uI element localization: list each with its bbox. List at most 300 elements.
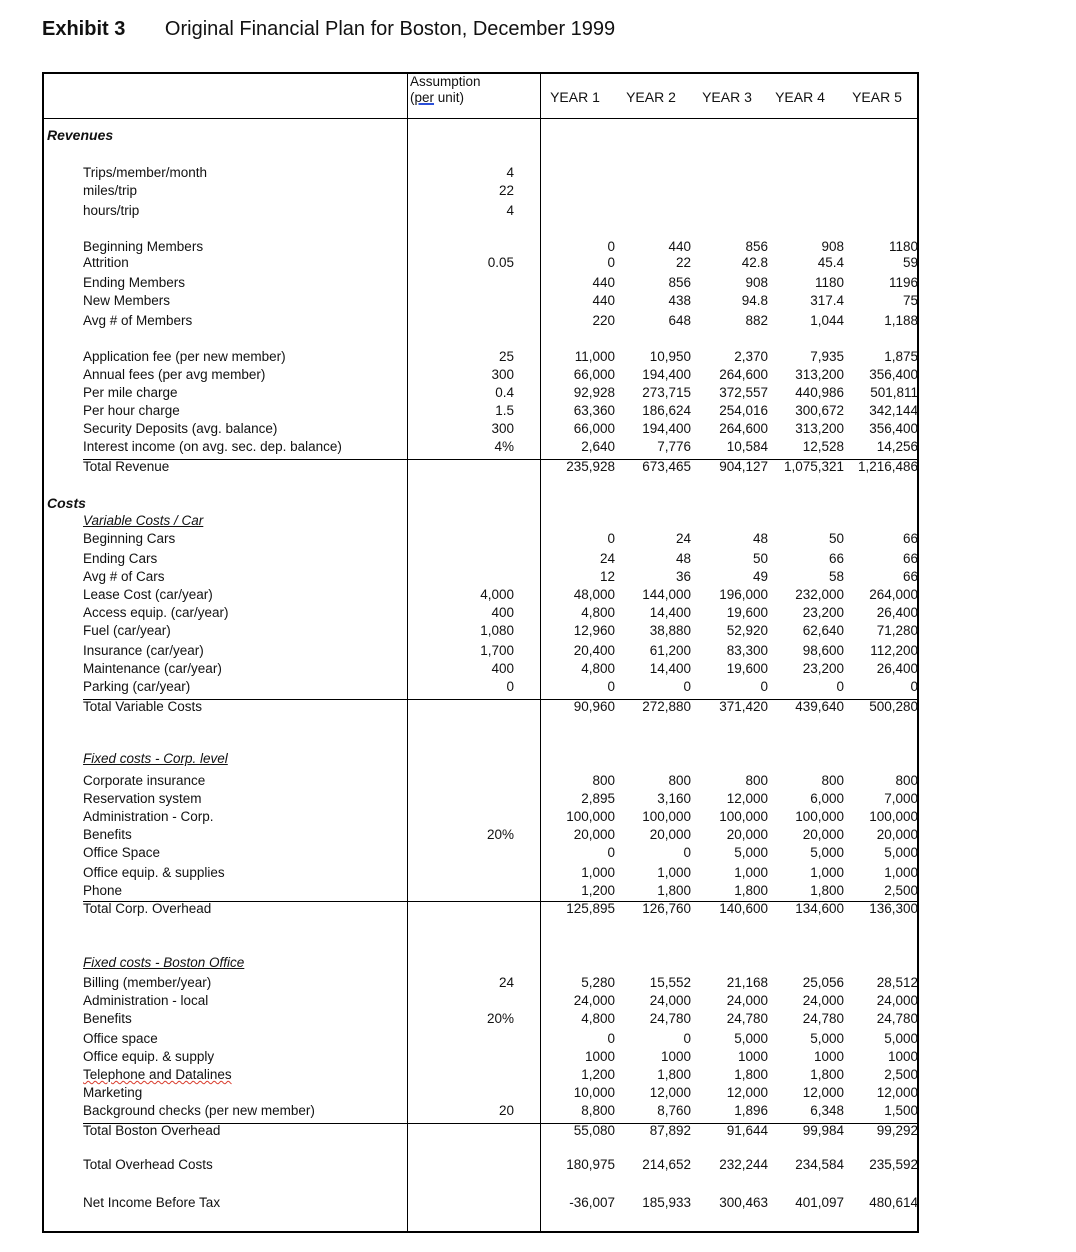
row-label: Application fee (per new member)	[83, 349, 286, 364]
year5-cell: 356,400	[869, 421, 918, 436]
year2-cell: 1,000	[657, 865, 691, 880]
year3-cell: 908	[745, 275, 768, 290]
year3-cell: 19,600	[726, 661, 768, 676]
row-label: Total Variable Costs	[83, 699, 203, 714]
year3-cell: 904,127	[719, 459, 768, 474]
year3-cell: 1,800	[734, 883, 768, 898]
year2-cell: 7,776	[657, 439, 691, 454]
year1-cell: 125,895	[566, 901, 615, 916]
table-row	[0, 349, 1076, 366]
row-label: Administration - Corp.	[83, 809, 214, 824]
year1-cell: 11,000	[574, 349, 615, 364]
year2-cell: 61,200	[649, 643, 691, 658]
year2-cell: 186,624	[642, 403, 691, 418]
year2-cell: 24,000	[649, 993, 691, 1008]
year2-cell: 214,652	[642, 1157, 691, 1172]
year4-cell: 1000	[813, 1049, 844, 1064]
year3-cell: 882	[745, 313, 768, 328]
assumption-header-unit: unit)	[434, 90, 465, 105]
year4-cell: 12,000	[802, 1085, 844, 1100]
year4-cell: 25,056	[802, 975, 844, 990]
year2-cell: 1,800	[657, 1067, 691, 1082]
exhibit-label: Exhibit 3	[42, 18, 126, 40]
year1-cell: 180,975	[566, 1157, 615, 1172]
year3-cell: 42.8	[741, 255, 768, 270]
year1-cell: 4,800	[581, 605, 615, 620]
year1-cell: 0	[607, 239, 615, 254]
assumption-cell: 4,000	[480, 587, 514, 602]
year1-cell: 24,000	[573, 993, 615, 1008]
table-row	[0, 165, 1076, 182]
year5-cell: 501,811	[870, 385, 918, 400]
assumption-cell: 0.05	[487, 255, 514, 270]
table-row	[0, 661, 1076, 678]
year2-cell: 15,552	[649, 975, 691, 990]
year1-cell: 235,928	[566, 459, 615, 474]
year5-cell: 2,500	[884, 883, 918, 898]
year5-cell: 480,614	[869, 1195, 918, 1210]
year1-cell: 92,928	[573, 385, 615, 400]
table-row	[0, 827, 1076, 844]
assumption-header-per: (per	[410, 90, 435, 105]
year3-cell: 2,370	[734, 349, 768, 364]
year-header-2: YEAR 2	[626, 89, 676, 105]
year4-cell: 58	[828, 569, 844, 584]
row-label: hours/trip	[83, 203, 140, 218]
year3-cell: 50	[752, 551, 768, 566]
subsection-variable-costs: Variable Costs / Car	[83, 513, 204, 528]
year5-cell: 66	[902, 551, 918, 566]
year4-cell: 1,075,321	[783, 459, 844, 474]
year5-cell: 75	[902, 293, 918, 308]
row-label: Avg # of Cars	[83, 569, 165, 584]
year5-cell: 5,000	[884, 1031, 918, 1046]
year5-cell: 66	[902, 531, 918, 546]
table-row	[0, 255, 1076, 272]
year1-cell: 66,000	[573, 367, 615, 382]
year5-cell: 99,292	[876, 1123, 918, 1138]
year-header-1: YEAR 1	[550, 89, 600, 105]
year3-cell: 196,000	[719, 587, 768, 602]
year1-cell: 8,800	[581, 1103, 615, 1118]
year1-cell: 24	[599, 551, 615, 566]
year3-cell: 1000	[737, 1049, 768, 1064]
row-label: Net Income Before Tax	[83, 1195, 221, 1210]
table-row	[0, 239, 1076, 256]
row-label: Fuel (car/year)	[83, 623, 171, 638]
year3-cell: 49	[752, 569, 768, 584]
assumption-cell: 24	[498, 975, 514, 990]
year2-cell: 273,715	[642, 385, 691, 400]
year-header-4: YEAR 4	[775, 89, 825, 105]
section-costs: Costs	[47, 495, 86, 511]
year3-cell: 800	[745, 773, 768, 788]
year3-cell: 254,016	[719, 403, 768, 418]
year5-cell: 28,512	[876, 975, 918, 990]
year5-cell: 12,000	[876, 1085, 918, 1100]
row-label: Benefits	[83, 1011, 132, 1026]
row-label: Total Boston Overhead	[83, 1123, 221, 1138]
row-label: Total Corp. Overhead	[83, 901, 212, 916]
row-label: Administration - local	[83, 993, 209, 1008]
year5-cell: 2,500	[884, 1067, 918, 1082]
year2-cell: 38,880	[649, 623, 691, 638]
year4-cell: 23,200	[802, 661, 844, 676]
year2-cell: 1000	[660, 1049, 691, 1064]
year3-cell: 264,600	[719, 421, 768, 436]
year5-cell: 26,400	[876, 605, 918, 620]
year3-cell: 19,600	[726, 605, 768, 620]
year3-cell: 1,800	[734, 1067, 768, 1082]
assumption-cell: 1,080	[480, 623, 514, 638]
year3-cell: 91,644	[726, 1123, 768, 1138]
year2-cell: 100,000	[642, 809, 691, 824]
year3-cell: 0	[760, 679, 768, 694]
assumption-cell: 1.5	[495, 403, 514, 418]
year5-cell: 71,280	[876, 623, 918, 638]
year5-cell: 342,144	[869, 403, 918, 418]
table-row	[0, 883, 1076, 900]
year5-cell: 500,280	[869, 699, 918, 714]
assumption-cell: 0.4	[495, 385, 514, 400]
year5-cell: 1,500	[884, 1103, 918, 1118]
year4-cell: 134,600	[795, 901, 844, 916]
year2-cell: 36	[675, 569, 691, 584]
year1-cell: 48,000	[573, 587, 615, 602]
year1-cell: 20,400	[573, 643, 615, 658]
table-row	[0, 773, 1076, 790]
year3-cell: 52,920	[726, 623, 768, 638]
year3-cell: 94.8	[741, 293, 768, 308]
table-row	[0, 385, 1076, 402]
assumption-cell: 1,700	[480, 643, 514, 658]
year3-cell: 264,600	[719, 367, 768, 382]
table-row	[0, 623, 1076, 640]
year3-cell: 24,780	[726, 1011, 768, 1026]
year4-cell: 908	[821, 239, 844, 254]
assumption-cell: 22	[498, 183, 514, 198]
table-row	[0, 845, 1076, 862]
year2-cell: 12,000	[649, 1085, 691, 1100]
year2-cell: 185,933	[642, 1195, 691, 1210]
table-row	[0, 975, 1076, 992]
year2-cell: 0	[683, 845, 691, 860]
year5-cell: 1,216,486	[857, 459, 918, 474]
table-row	[0, 203, 1076, 220]
year4-cell: 800	[821, 773, 844, 788]
table-row-net-income	[0, 1195, 1076, 1212]
year4-cell: 66	[828, 551, 844, 566]
row-label: Ending Cars	[83, 551, 158, 566]
table-row	[0, 993, 1076, 1010]
row-label: Office Space	[83, 845, 161, 860]
year4-cell: 439,640	[795, 699, 844, 714]
assumption-header-line2	[410, 90, 481, 106]
row-label: Phone	[83, 883, 123, 898]
year4-cell: 62,640	[802, 623, 844, 638]
table-row	[0, 865, 1076, 882]
year4-cell: 12,528	[802, 439, 844, 454]
year4-cell: 23,200	[802, 605, 844, 620]
year3-cell: 12,000	[726, 1085, 768, 1100]
year1-cell: 5,280	[581, 975, 615, 990]
year1-cell: 220	[592, 313, 615, 328]
year1-cell: 20,000	[573, 827, 615, 842]
year1-cell: 90,960	[573, 699, 615, 714]
year4-cell: 5,000	[810, 1031, 844, 1046]
year1-cell: 66,000	[573, 421, 615, 436]
year4-cell: 1180	[814, 275, 844, 290]
year4-cell: 313,200	[795, 421, 844, 436]
year1-cell: 1,200	[581, 1067, 615, 1082]
table-row	[0, 367, 1076, 384]
year2-cell: 0	[683, 679, 691, 694]
year3-cell: 24,000	[726, 993, 768, 1008]
year5-cell: 14,256	[876, 439, 918, 454]
year2-cell: 800	[668, 773, 691, 788]
year4-cell: 100,000	[795, 809, 844, 824]
year3-cell: 5,000	[734, 1031, 768, 1046]
year4-cell: 0	[836, 679, 844, 694]
year1-cell: 2,895	[581, 791, 615, 806]
row-label: Lease Cost (car/year)	[83, 587, 213, 602]
table-row	[0, 403, 1076, 420]
year3-cell: 372,557	[719, 385, 768, 400]
year2-cell: 14,400	[649, 605, 691, 620]
table-row	[0, 587, 1076, 604]
year5-cell: 66	[902, 569, 918, 584]
year1-cell: 100,000	[566, 809, 615, 824]
table-row-total	[0, 459, 1076, 476]
year1-cell: 440	[592, 275, 615, 290]
year2-cell: 3,160	[657, 791, 691, 806]
row-label: Total Overhead Costs	[83, 1157, 213, 1172]
subsection-fixed-corp: Fixed costs - Corp. level	[83, 751, 228, 766]
year-header-5: YEAR 5	[852, 89, 902, 105]
table-row	[0, 551, 1076, 568]
assumption-cell: 4	[506, 165, 514, 180]
row-label: Trips/member/month	[83, 165, 208, 180]
year1-cell: 0	[607, 679, 615, 694]
row-label: Avg # of Members	[83, 313, 193, 328]
year2-cell: 0	[683, 1031, 691, 1046]
year2-cell: 648	[668, 313, 691, 328]
table-row	[0, 1085, 1076, 1102]
year5-cell: 1000	[887, 1049, 918, 1064]
year2-cell: 194,400	[642, 367, 691, 382]
year4-cell: 45.4	[817, 255, 844, 270]
year5-cell: 5,000	[884, 845, 918, 860]
year5-cell: 235,592	[869, 1157, 918, 1172]
year4-cell: 313,200	[795, 367, 844, 382]
year2-cell: 144,000	[642, 587, 691, 602]
row-label: Marketing	[83, 1085, 143, 1100]
year1-cell: -36,007	[569, 1195, 615, 1210]
year3-cell: 1,896	[734, 1103, 768, 1118]
row-label: New Members	[83, 293, 171, 308]
row-label: Office equip. & supply	[83, 1049, 215, 1064]
assumption-cell: 20%	[486, 1011, 514, 1026]
table-row	[0, 809, 1076, 826]
year4-cell: 6,348	[810, 1103, 844, 1118]
year2-cell: 438	[668, 293, 691, 308]
assumption-cell: 20	[498, 1103, 514, 1118]
year1-cell: 4,800	[581, 661, 615, 676]
year5-cell: 7,000	[884, 791, 918, 806]
year1-cell: 0	[607, 531, 615, 546]
year2-cell: 22	[675, 255, 691, 270]
year1-cell: 440	[592, 293, 615, 308]
assumption-cell: 400	[491, 661, 514, 676]
year4-cell: 440,986	[795, 385, 844, 400]
subsection-fixed-boston: Fixed costs - Boston Office	[83, 955, 245, 970]
table-row-total	[0, 1123, 1076, 1140]
year2-cell: 272,880	[642, 699, 691, 714]
year2-cell: 856	[668, 275, 691, 290]
year5-cell: 1196	[888, 275, 918, 290]
year5-cell: 59	[902, 255, 918, 270]
table-row	[0, 643, 1076, 660]
table-row-total	[0, 699, 1076, 716]
year1-cell: 4,800	[581, 1011, 615, 1026]
table-row	[0, 791, 1076, 808]
table-row	[0, 313, 1076, 330]
row-label: miles/trip	[83, 183, 138, 198]
year3-cell: 10,584	[726, 439, 768, 454]
year1-cell: 800	[592, 773, 615, 788]
year3-cell: 300,463	[719, 1195, 768, 1210]
assumption-cell: 25	[498, 349, 514, 364]
assumption-cell: 20%	[486, 827, 514, 842]
row-label: Security Deposits (avg. balance)	[83, 421, 278, 436]
year2-cell: 673,465	[642, 459, 691, 474]
table-row	[0, 1031, 1076, 1048]
year4-cell: 50	[828, 531, 844, 546]
row-label: Corporate insurance	[83, 773, 206, 788]
year1-cell: 55,080	[573, 1123, 615, 1138]
year3-cell: 1,000	[734, 865, 768, 880]
year5-cell: 356,400	[869, 367, 918, 382]
table-row	[0, 275, 1076, 292]
year3-cell: 371,420	[719, 699, 768, 714]
year2-cell: 126,760	[642, 901, 691, 916]
table-row	[0, 421, 1076, 438]
table-row-total	[0, 1157, 1076, 1174]
year1-cell: 1,000	[581, 865, 615, 880]
year4-cell: 300,672	[795, 403, 844, 418]
year3-cell: 140,600	[719, 901, 768, 916]
year5-cell: 1180	[888, 239, 918, 254]
row-label: Maintenance (car/year)	[83, 661, 222, 676]
year3-cell: 5,000	[734, 845, 768, 860]
year2-cell: 10,950	[649, 349, 691, 364]
year4-cell: 234,584	[795, 1157, 844, 1172]
row-label: Beginning Cars	[83, 531, 176, 546]
assumption-header-line1: Assumption	[410, 74, 481, 89]
year5-cell: 112,200	[870, 643, 918, 658]
year4-cell: 7,935	[810, 349, 844, 364]
year1-cell: 0	[607, 255, 615, 270]
table-row-total	[0, 901, 1076, 918]
year3-cell: 20,000	[726, 827, 768, 842]
year4-cell: 24,000	[802, 993, 844, 1008]
year5-cell: 800	[895, 773, 918, 788]
year4-cell: 99,984	[802, 1123, 844, 1138]
row-label: Office space	[83, 1031, 158, 1046]
table-row	[0, 605, 1076, 622]
assumption-cell: 400	[491, 605, 514, 620]
year4-cell: 1,800	[810, 1067, 844, 1082]
year5-cell: 1,875	[884, 349, 918, 364]
row-label: Total Revenue	[83, 459, 170, 474]
assumption-cell: 300	[491, 421, 514, 436]
year1-cell: 0	[607, 845, 615, 860]
page-title	[42, 18, 615, 41]
year2-cell: 48	[675, 551, 691, 566]
year4-cell: 98,600	[802, 643, 844, 658]
row-label: Per hour charge	[83, 403, 180, 418]
year4-cell: 5,000	[810, 845, 844, 860]
row-label: Ending Members	[83, 275, 186, 290]
year1-cell: 2,640	[581, 439, 615, 454]
year2-cell: 14,400	[649, 661, 691, 676]
year3-cell: 232,244	[719, 1157, 768, 1172]
year2-cell: 194,400	[642, 421, 691, 436]
year1-cell: 12,960	[573, 623, 615, 638]
year5-cell: 26,400	[876, 661, 918, 676]
year4-cell: 1,044	[810, 313, 844, 328]
year2-cell: 440	[668, 239, 691, 254]
year2-cell: 24	[675, 531, 691, 546]
table-row	[0, 1011, 1076, 1028]
year4-cell: 317.4	[810, 293, 844, 308]
assumption-cell: 4%	[494, 439, 514, 454]
row-label: Background checks (per new member)	[83, 1103, 315, 1118]
year2-cell: 24,780	[649, 1011, 691, 1026]
year2-cell: 8,760	[657, 1103, 691, 1118]
assumption-cell: 0	[506, 679, 514, 694]
year5-cell: 20,000	[876, 827, 918, 842]
row-label: Interest income (on avg. sec. dep. balance)	[83, 439, 342, 454]
year5-cell: 136,300	[869, 901, 918, 916]
row-label: Per mile charge	[83, 385, 178, 400]
year4-cell: 232,000	[795, 587, 844, 602]
year1-cell: 12	[599, 569, 615, 584]
row-label: Billing (member/year)	[83, 975, 212, 990]
year4-cell: 6,000	[810, 791, 844, 806]
title-text: Original Financial Plan for Boston, December 1999	[164, 18, 616, 40]
year4-cell: 24,780	[802, 1011, 844, 1026]
table-row	[0, 569, 1076, 586]
year1-cell: 1000	[584, 1049, 615, 1064]
year5-cell: 1,188	[884, 313, 918, 328]
table-row	[0, 679, 1076, 696]
year2-cell: 20,000	[649, 827, 691, 842]
year2-cell: 1,800	[657, 883, 691, 898]
year3-cell: 21,168	[726, 975, 768, 990]
row-label: Reservation system	[83, 791, 202, 806]
table-row	[0, 293, 1076, 310]
row-label: Parking (car/year)	[83, 679, 191, 694]
year5-cell: 24,000	[876, 993, 918, 1008]
year4-cell: 1,000	[810, 865, 844, 880]
year3-cell: 83,300	[726, 643, 768, 658]
year5-cell: 0	[910, 679, 918, 694]
assumption-cell: 300	[491, 367, 514, 382]
header-rule	[42, 118, 919, 119]
row-label: Beginning Members	[83, 239, 204, 254]
assumption-header	[410, 74, 481, 106]
